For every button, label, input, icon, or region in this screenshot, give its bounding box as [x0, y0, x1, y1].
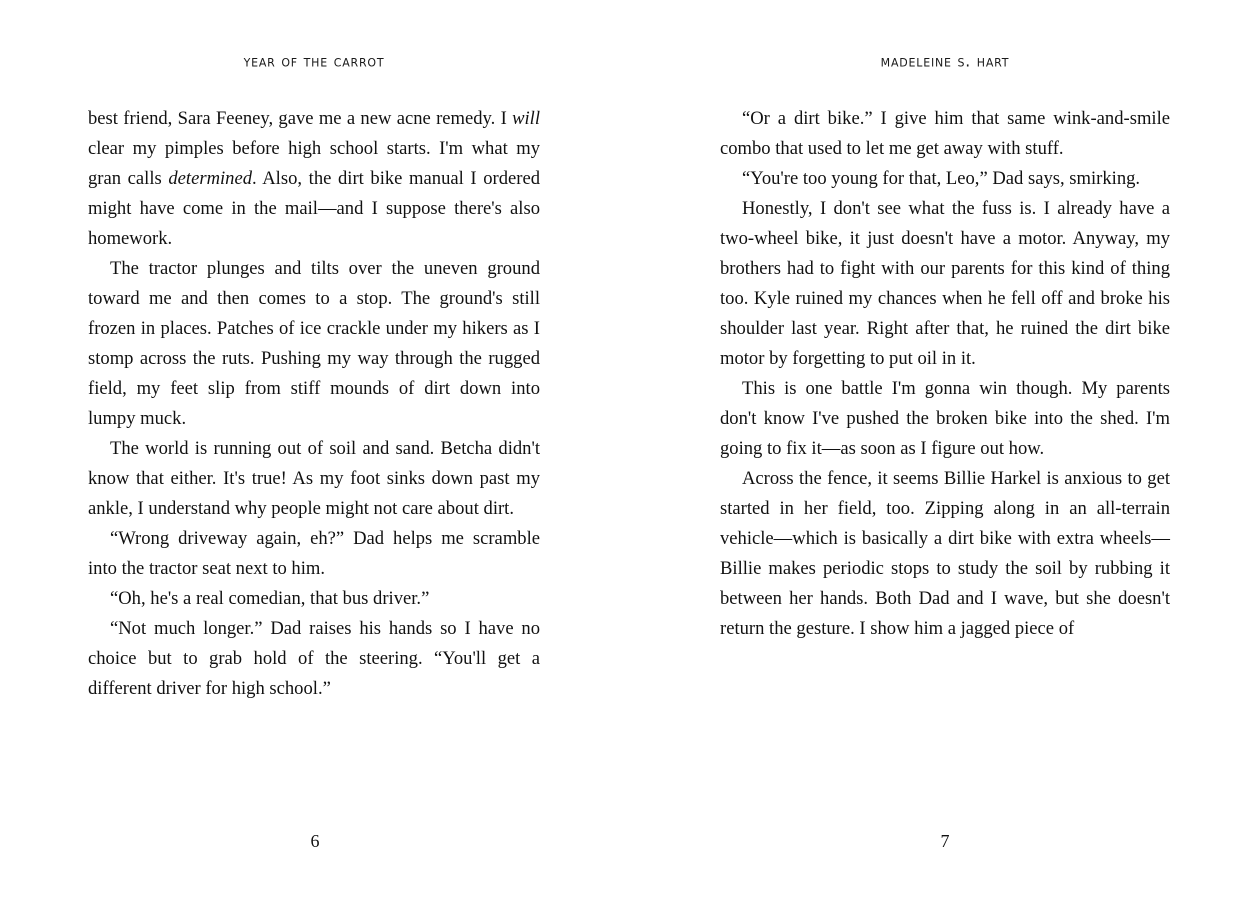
paragraph [88, 614, 540, 704]
paragraph [88, 584, 540, 614]
paragraph [720, 464, 1170, 644]
paragraph [88, 434, 540, 524]
text-run: The world is running out of soil and sand. Betcha didn't know that either. It's true! As my foot sinks down past my ankle, I understand why people might not care about dirt. [88, 438, 540, 519]
paragraph [720, 374, 1170, 464]
text-run: clear my pimples before high school starts. I'm what my gran calls [88, 138, 540, 189]
paragraph [88, 524, 540, 584]
left-page-body [88, 104, 540, 704]
text-run: “You're too young for that, Leo,” Dad says, smirking. [742, 168, 1141, 189]
paragraph [88, 104, 540, 254]
left-running-head [88, 0, 540, 74]
text-run: This is one battle I'm gonna win though. My parents don't know I've pushed the broken bike into the shed. I'm going to fix it—as soon as I figure out how. [720, 378, 1170, 459]
paragraph [720, 164, 1170, 194]
paragraph [720, 194, 1170, 374]
text-run: Honestly, I don't see what the fuss is. I already have a two-wheel bike, it just doesn't have a motor. Anyway, my brothers had to fight with our parents for this kind of thing too. Kyle ruined my chances when he fell off and broke his shoulder last year. Right after that, he ruined the dirt bike motor by forgetting to put oil in it. [720, 198, 1170, 369]
emphasis-text: determined [168, 168, 253, 189]
right-page-number: 7 [940, 831, 950, 851]
paragraph [88, 254, 540, 434]
left-page-number: 6 [310, 831, 320, 851]
text-run: “Wrong driveway again, eh?” Dad helps me scramble into the tractor seat next to him. [88, 528, 540, 579]
left-running-head-text: year of the carrot [243, 51, 385, 71]
right-page-body [720, 104, 1170, 644]
text-run: Across the fence, it seems Billie Harkel is anxious to get started in her field, too. Zipping along in an all-terrain vehicle—which is basically a dirt bike with extra wheels—Billie makes periodic stops to study the soil by rubbing it between her hands. Both Dad and I wave, but she doesn't return the gesture. I show him a jagged piece of [720, 468, 1170, 639]
right-running-head-text: madeleine s. hart [880, 51, 1010, 71]
text-run: “Or a dirt bike.” I give him that same wink-and-smile combo that used to let me get away with stuff. [720, 108, 1170, 159]
text-run: The tractor plunges and tilts over the uneven ground toward me and then comes to a stop. The ground's still frozen in places. Patches of ice crackle under my hikers as I stomp across the ruts. Pushing my way through the rugged field, my feet slip from stiff mounds of dirt down into lumpy muck. [88, 258, 540, 429]
right-running-head [720, 0, 1170, 74]
text-run: . Also, the dirt bike manual I ordered might have come in the mail—and I suppose there's also homework. [88, 168, 540, 249]
text-run: “Oh, he's a real comedian, that bus driver.” [110, 588, 430, 609]
emphasis-text: will [512, 108, 540, 129]
paragraph [720, 104, 1170, 164]
text-run: best friend, Sara Feeney, gave me a new acne remedy. I [88, 108, 513, 129]
text-run: “Not much longer.” Dad raises his hands so I have no choice but to grab hold of the steering. “You'll get a different driver for high school.” [88, 618, 540, 699]
right-page [630, 0, 1260, 900]
